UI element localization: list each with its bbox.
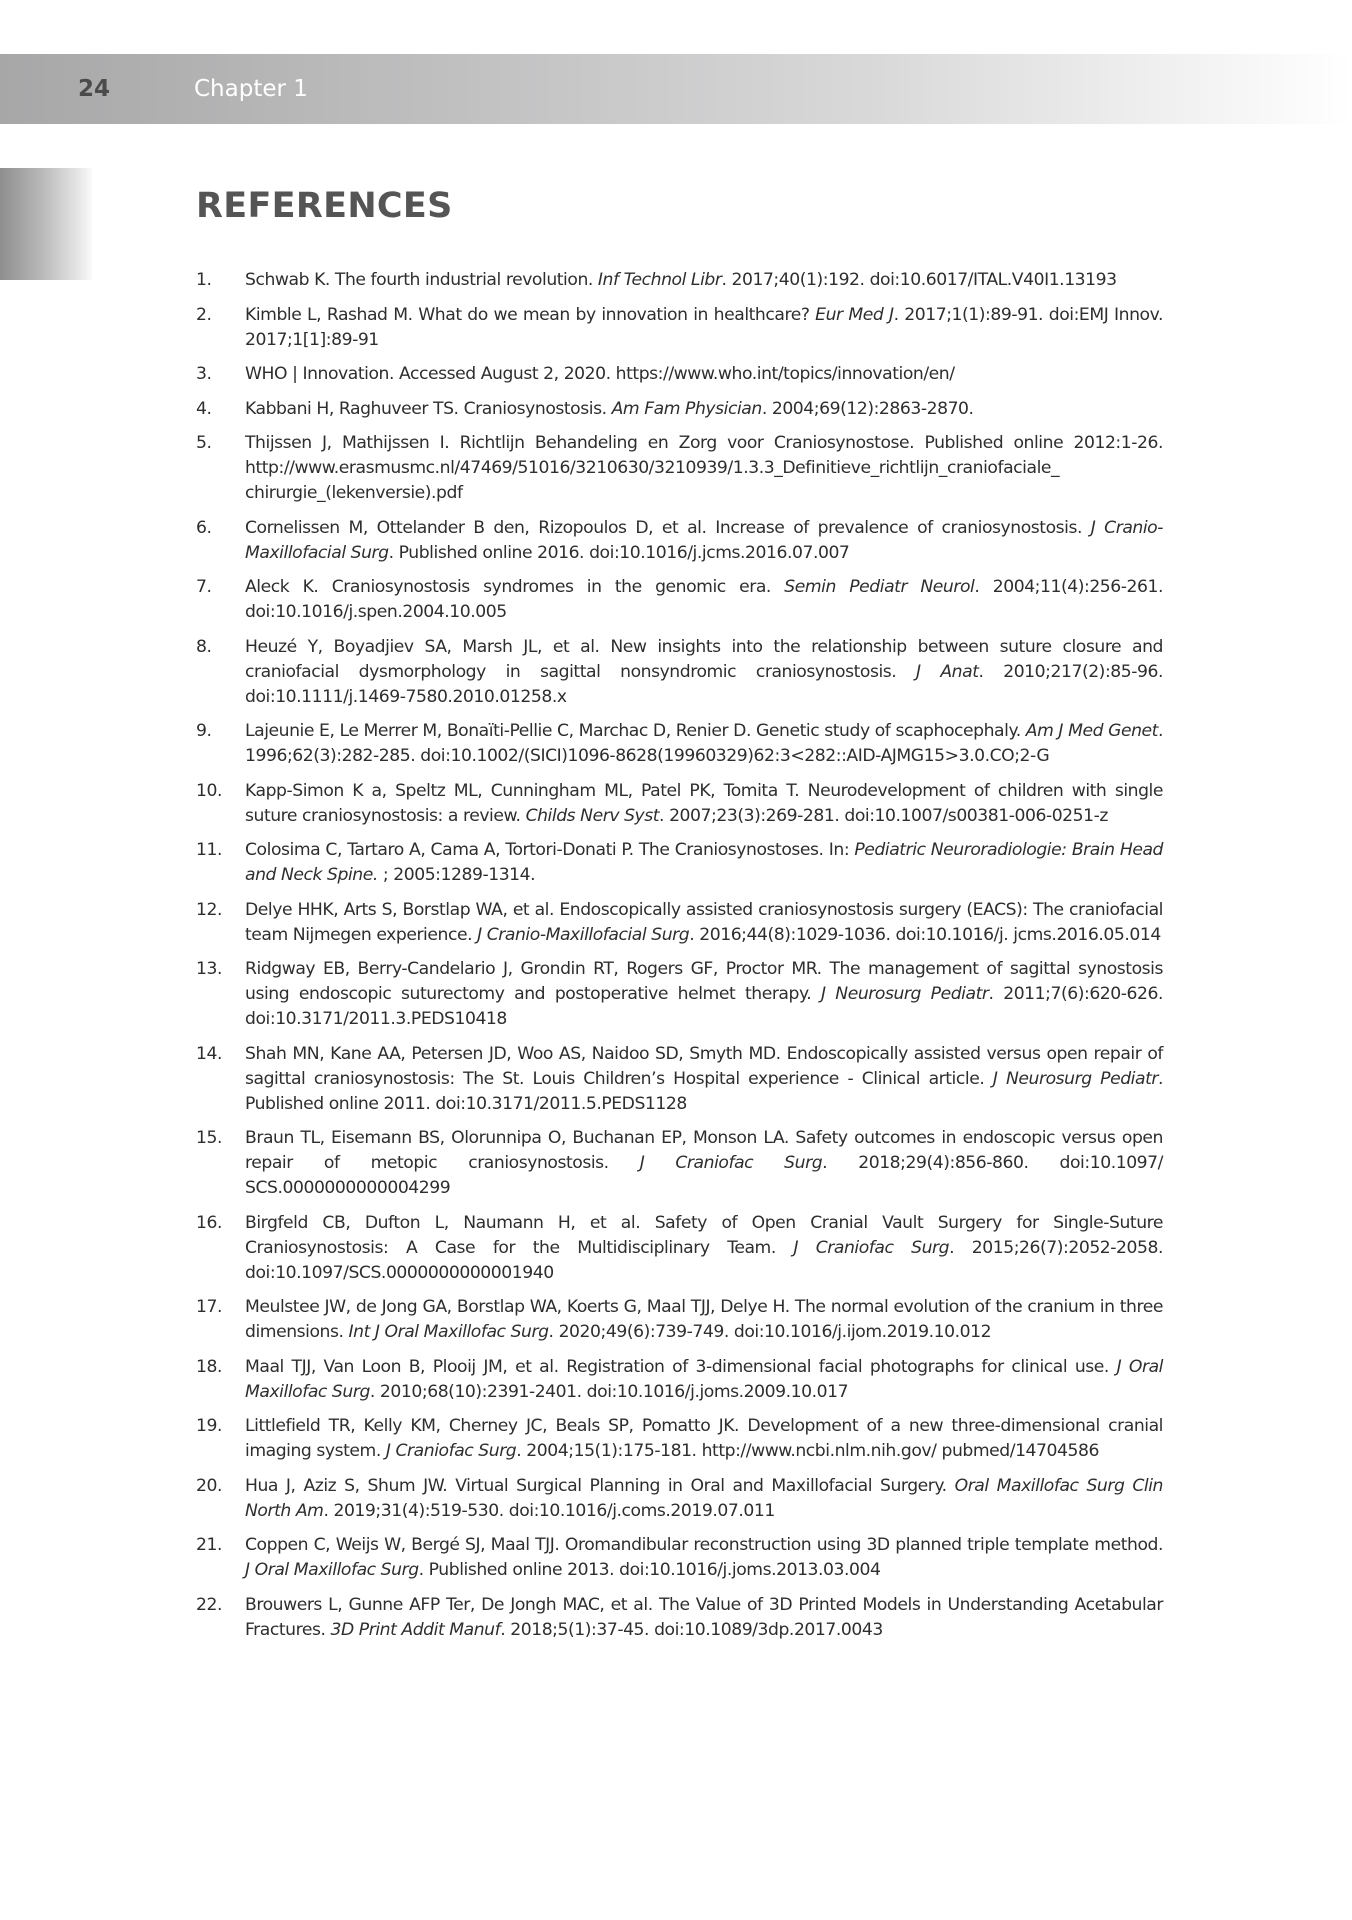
- reference-segment: Maal TJJ, Van Loon B, Plooij JM, et al. Registration of 3-dimensional facial photographs for clinical use.: [245, 1356, 1117, 1377]
- reference-segment: Schwab K. The fourth industrial revolution.: [245, 270, 598, 290]
- reference-number: 11.: [196, 840, 222, 860]
- reference-text: [245, 635, 1163, 710]
- reference-number: 2.: [196, 304, 212, 325]
- reference-item: [196, 1593, 1163, 1643]
- reference-item: [196, 1414, 1163, 1464]
- reference-number: 9.: [196, 721, 212, 741]
- reference-text: [245, 575, 1163, 625]
- reference-segment: Heuzé Y, Boyadjiev SA, Marsh JL, et al. New insights into the relationship between suture closure and craniofacial dysmorphology in sagittal nonsyndromic craniosynostosis.: [245, 636, 1163, 682]
- reference-segment: . 2016;44(8):1029-1036. doi:10.1016/j. jcms.2016.05.014: [689, 924, 1161, 945]
- reference-item: [196, 575, 1163, 625]
- reference-journal: Oral Maxillofac Surg Clin North Am: [245, 1475, 1163, 1521]
- reference-text: [245, 268, 1163, 293]
- reference-text: [245, 1042, 1163, 1117]
- reference-journal: J Cranio-Maxillofacial Surg: [477, 924, 690, 945]
- reference-list: [196, 268, 1163, 1652]
- reference-text: [245, 1211, 1163, 1286]
- reference-number: 8.: [196, 636, 212, 657]
- reference-number: 4.: [196, 398, 212, 419]
- reference-item: [196, 1126, 1163, 1201]
- reference-journal: Eur Med J: [815, 304, 894, 325]
- reference-journal: J Neurosurg Pediatr: [992, 1068, 1158, 1089]
- reference-text: [245, 1593, 1163, 1643]
- reference-journal: J Craniofac Surg: [385, 1441, 517, 1461]
- reference-segment: Colosima C, Tartaro A, Cama A, Tortori-Donati P. The Craniosynostoses. In:: [245, 840, 855, 860]
- reference-item: [196, 516, 1163, 566]
- reference-number: 17.: [196, 1297, 222, 1317]
- reference-number: 14.: [196, 1043, 222, 1064]
- reference-item: [196, 1211, 1163, 1286]
- reference-segment: . 2019;31(4):519-530. doi:10.1016/j.coms.2019.07.011: [323, 1500, 775, 1521]
- reference-item: [196, 362, 1163, 387]
- reference-text: [245, 1474, 1163, 1524]
- reference-segment: Littlefield TR, Kelly KM, Cherney JC, Beals SP, Pomatto JK. Development of a new three-dimensional cranial imaging system.: [245, 1416, 1163, 1461]
- reference-segment: . Published online 2016. doi:10.1016/j.jcms.2016.07.007: [388, 542, 850, 563]
- reference-segment: . 2010;217(2):85-96. doi:10.1111/j.1469-7580.2010.01258.x: [245, 661, 1163, 707]
- running-header: [0, 54, 1352, 124]
- reference-number: 22.: [196, 1594, 222, 1615]
- reference-journal: J Oral Maxillofac Surg: [245, 1356, 1163, 1402]
- reference-number: 18.: [196, 1356, 222, 1377]
- reference-segment: . 1996;62(3):282-285. doi:10.1002/(SICI)1096-8628(19960329)62:3<282::AID-AJMG15>3.0.CO;2-G: [245, 721, 1163, 766]
- reference-number: 20.: [196, 1475, 222, 1496]
- reference-segment: . 2020;49(6):739-749. doi:10.1016/j.ijom.2019.10.012: [548, 1322, 992, 1342]
- reference-text: [245, 1533, 1163, 1583]
- reference-number: 15.: [196, 1128, 222, 1148]
- reference-segment: Braun TL, Eisemann BS, Olorunnipa O, Buchanan EP, Monson LA. Safety outcomes in endoscopic versus open repair of metopic craniosynostosis.: [245, 1128, 1163, 1173]
- reference-text: [245, 719, 1163, 769]
- reference-number: 12.: [196, 899, 222, 920]
- reference-text: [245, 1355, 1163, 1405]
- reference-segment: . 2011;7(6):620-626. doi:10.3171/2011.3.PEDS10418: [245, 984, 1163, 1029]
- reference-text: [245, 838, 1163, 888]
- reference-journal: J Anat: [916, 661, 979, 682]
- reference-journal: Int J Oral Maxillofac Surg: [348, 1322, 549, 1342]
- reference-segment: . Published online 2011. doi:10.3171/2011.5.PEDS1128: [245, 1068, 1163, 1114]
- reference-number: 6.: [196, 517, 212, 538]
- reference-item: [196, 898, 1163, 948]
- reference-segment: Meulstee JW, de Jong GA, Borstlap WA, Koerts G, Maal TJJ, Delye H. The normal evolution of the cranium in three dimensions.: [245, 1297, 1163, 1342]
- reference-segment: Delye HHK, Arts S, Borstlap WA, et al. Endoscopically assisted craniosynostosis surgery (EACS): The craniofacial team Nijmegen experience.: [245, 899, 1163, 945]
- reference-segment: Thijssen J, Mathijssen I. Richtlijn Behandeling en Zorg voor Craniosynostose. Published online 2012:1-26. http://www.erasmusmc.nl/47469/51016/3210630/3210939/1.3.3_Definitieve_richtlijn_craniofaciale_ chirurgie_(lekenversie).pdf: [245, 433, 1163, 503]
- chapter-label: Chapter 1: [194, 76, 308, 102]
- reference-segment: . Published online 2013. doi:10.1016/j.joms.2013.03.004: [418, 1560, 881, 1580]
- reference-segment: . 2004;15(1):175-181. http://www.ncbi.nlm.nih.gov/ pubmed/14704586: [516, 1441, 1099, 1461]
- reference-segment: Coppen C, Weijs W, Bergé SJ, Maal TJJ. Oromandibular reconstruction using 3D planned triple template method.: [245, 1535, 1163, 1555]
- reference-item: [196, 1474, 1163, 1524]
- reference-text: [245, 1414, 1163, 1464]
- reference-journal: 3D Print Addit Manuf: [330, 1619, 501, 1640]
- reference-number: 16.: [196, 1212, 222, 1233]
- reference-segment: . 2017;40(1):192. doi:10.6017/ITAL.V40I1.13193: [721, 270, 1117, 290]
- reference-text: [245, 898, 1163, 948]
- reference-number: 3.: [196, 364, 212, 384]
- reference-item: [196, 635, 1163, 710]
- reference-text: [245, 1295, 1163, 1345]
- reference-item: [196, 431, 1163, 506]
- reference-number: 21.: [196, 1535, 222, 1555]
- reference-journal: Am J Med Genet: [1025, 721, 1158, 741]
- reference-number: 13.: [196, 959, 222, 979]
- reference-item: [196, 719, 1163, 769]
- reference-segment: Kabbani H, Raghuveer TS. Craniosynostosis.: [245, 398, 612, 419]
- reference-journal: Childs Nerv Syst: [525, 805, 660, 826]
- reference-segment: Ridgway EB, Berry-Candelario J, Grondin RT, Rogers GF, Proctor MR. The management of sagittal synostosis using endoscopic suturectomy and postoperative helmet therapy.: [245, 959, 1163, 1004]
- reference-text: [245, 303, 1163, 353]
- reference-item: [196, 1533, 1163, 1583]
- reference-segment: . 2004;11(4):256-261. doi:10.1016/j.spen.2004.10.005: [245, 577, 1163, 622]
- reference-segment: Kimble L, Rashad M. What do we mean by innovation in healthcare?: [245, 304, 816, 325]
- reference-journal: J Neurosurg Pediatr: [820, 984, 989, 1004]
- reference-segment: . 2017;1(1):89-91. doi:EMJ Innov. 2017;1[1]:89-91: [245, 304, 1163, 350]
- reference-journal: Pediatric Neuroradiologie: Brain Head and Neck Spine.: [245, 840, 1163, 885]
- reference-number: 10.: [196, 780, 222, 801]
- reference-text: [245, 397, 1163, 422]
- reference-segment: Kapp-Simon K a, Speltz ML, Cunningham ML, Patel PK, Tomita T. Neurodevelopment of children with single suture craniosynostosis: a review.: [245, 780, 1163, 826]
- reference-text: [245, 362, 1163, 387]
- reference-journal: J Craniofac Surg: [793, 1237, 950, 1258]
- reference-segment: Brouwers L, Gunne AFP Ter, De Jongh MAC, et al. The Value of 3D Printed Models in Understanding Acetabular Fractures.: [245, 1594, 1163, 1640]
- reference-item: [196, 303, 1163, 353]
- reference-number: 1.: [196, 270, 212, 290]
- reference-journal: J Cranio-Maxillofacial Surg: [245, 517, 1163, 563]
- reference-text: [245, 957, 1163, 1032]
- reference-journal: J Craniofac Surg: [639, 1153, 823, 1173]
- reference-text: [245, 1126, 1163, 1201]
- reference-journal: J Oral Maxillofac Surg: [245, 1560, 419, 1580]
- reference-text: [245, 516, 1163, 566]
- reference-journal: Am Fam Physician: [611, 398, 762, 419]
- reference-segment: Cornelissen M, Ottelander B den, Rizopoulos D, et al. Increase of prevalence of craniosynostosis.: [245, 517, 1091, 538]
- reference-item: [196, 779, 1163, 829]
- reference-number: 19.: [196, 1416, 222, 1436]
- reference-segment: Aleck K. Craniosynostosis syndromes in the genomic era.: [245, 577, 785, 597]
- reference-segment: . 2007;23(3):269-281. doi:10.1007/s00381-006-0251-z: [659, 805, 1108, 826]
- reference-item: [196, 397, 1163, 422]
- reference-item: [196, 268, 1163, 293]
- reference-number: 5.: [196, 433, 212, 453]
- reference-item: [196, 1295, 1163, 1345]
- reference-segment: . 2018;29(4):856-860. doi:10.1097/ SCS.0000000000004299: [245, 1153, 1163, 1198]
- reference-segment: Birgfeld CB, Dufton L, Naumann H, et al. Safety of Open Cranial Vault Surgery for Single-Suture Craniosynostosis: A Case for the Multidisciplinary Team.: [245, 1212, 1163, 1258]
- reference-segment: Shah MN, Kane AA, Petersen JD, Woo AS, Naidoo SD, Smyth MD. Endoscopically assisted versus open repair of sagittal craniosynostosis: The St. Louis Children’s Hospital experience - Clinical article.: [245, 1043, 1163, 1089]
- section-side-tab: [0, 168, 92, 280]
- reference-journal: Inf Technol Libr: [597, 270, 722, 290]
- reference-segment: . 2015;26(7):2052-2058. doi:10.1097/SCS.0000000000001940: [245, 1237, 1163, 1283]
- reference-segment: . 2018;5(1):37-45. doi:10.1089/3dp.2017.0043: [500, 1619, 883, 1640]
- reference-segment: ; 2005:1289-1314.: [377, 865, 536, 885]
- reference-segment: Hua J, Aziz S, Shum JW. Virtual Surgical Planning in Oral and Maxillofacial Surgery.: [245, 1475, 955, 1496]
- reference-text: [245, 779, 1163, 829]
- reference-text: [245, 431, 1163, 506]
- reference-item: [196, 1355, 1163, 1405]
- reference-segment: Lajeunie E, Le Merrer M, Bonaïti-Pellie C, Marchac D, Renier D. Genetic study of scaphocephaly.: [245, 721, 1026, 741]
- reference-number: 7.: [196, 577, 212, 597]
- reference-item: [196, 957, 1163, 1032]
- reference-segment: WHO | Innovation. Accessed August 2, 2020. https://www.who.int/topics/innovation/en/: [245, 364, 955, 384]
- reference-item: [196, 1042, 1163, 1117]
- reference-item: [196, 838, 1163, 888]
- section-title: REFERENCES: [196, 186, 453, 226]
- reference-segment: . 2010;68(10):2391-2401. doi:10.1016/j.joms.2009.10.017: [369, 1381, 849, 1402]
- reference-journal: Semin Pediatr Neurol: [784, 577, 975, 597]
- page-number: 24: [78, 76, 111, 102]
- reference-segment: . 2004;69(12):2863-2870.: [761, 398, 974, 419]
